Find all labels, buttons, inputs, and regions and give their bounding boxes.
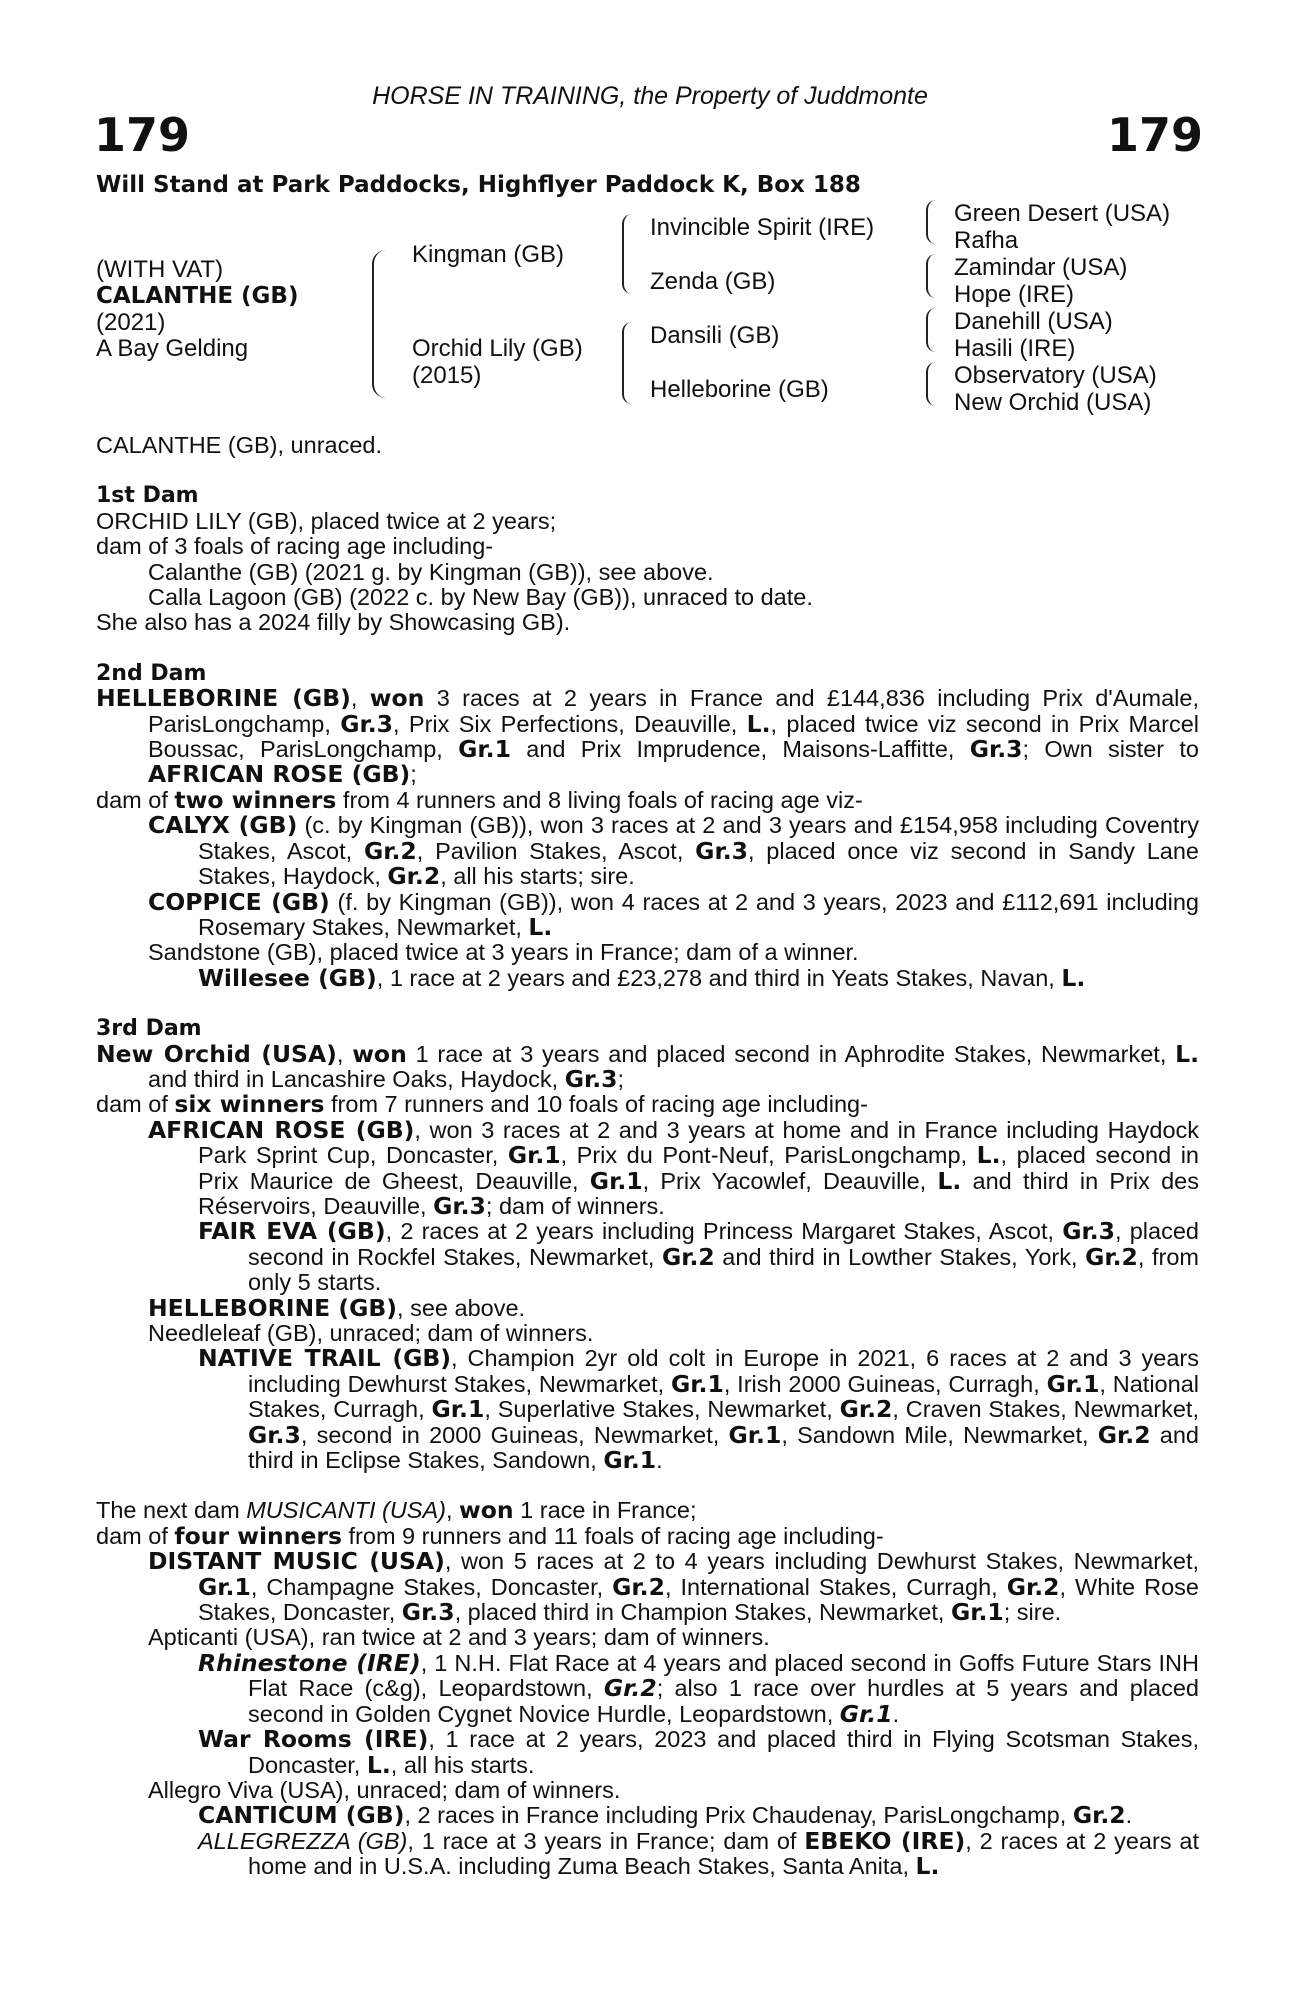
second-dam-heading: 2nd Dam bbox=[96, 660, 207, 686]
race-summary: CALANTHE (GB), unraced. bbox=[96, 432, 383, 458]
pedigree-g3-5: Danehill (USA) bbox=[954, 308, 1113, 335]
produce-entry-helleborine: HELLEBORINE (GB), see above. bbox=[148, 1293, 526, 1322]
first-dam-foal: Calla Lagoon (GB) (2022 c. by New Bay (GB)), unraced to date. bbox=[148, 584, 813, 611]
catalogue-body bbox=[96, 433, 1199, 1880]
pedigree-g3-1: Green Desert (USA) bbox=[954, 200, 1171, 227]
horse-year: (2021) bbox=[96, 309, 166, 336]
pedigree-g3-3: Zamindar (USA) bbox=[954, 254, 1128, 281]
produce-entry-distant-music: DISTANT MUSIC (USA), won 5 races at 2 to 4 years including Dewhurst Stakes, Newmarket, Gr.1, Champagne Stakes, Doncaster, Gr.2, International Stakes, Curragh, Gr.2, White Rose Stakes, Doncaster, Gr.3, placed third in Champion Stakes, Newmarket, Gr.1; sire. bbox=[148, 1547, 1200, 1627]
pedigree-brace-g3 bbox=[926, 308, 936, 352]
pedigree-brace-dam bbox=[622, 322, 632, 404]
produce-entry-fair-eva: FAIR EVA (GB), 2 races at 2 years including Princess Margaret Stakes, Ascot, Gr.3, placed second in Rockfel Stakes, Newmarket, Gr.2 and third in Lowther Stakes, York, Gr.2, from only 5 starts. bbox=[198, 1217, 1199, 1296]
first-dam-heading: 1st Dam bbox=[96, 483, 199, 509]
lot-number-left: 179 bbox=[94, 108, 191, 162]
produce-entry-coppice: COPPICE (GB) (f. by Kingman (GB)), won 4 races at 2 and 3 years, 2023 and £112,691 including Rosemary Stakes, Newmarket, L. bbox=[148, 887, 1199, 941]
pedigree-g3-6: Hasili (IRE) bbox=[954, 335, 1076, 362]
pedigree-brace-g4 bbox=[926, 362, 936, 406]
produce-entry-sandstone: Sandstone (GB), placed twice at 3 years in France; dam of a winner. bbox=[148, 939, 859, 966]
pedigree-g3-7: Observatory (USA) bbox=[954, 362, 1157, 389]
pedigree-brace-sire bbox=[622, 214, 632, 294]
produce-entry-african-rose: AFRICAN ROSE (GB), won 3 races at 2 and 3 years at home and in France including Haydock Park Sprint Cup, Doncaster, Gr.1, Prix du Pont-Neuf, ParisLongchamp, L., placed second in Prix Maurice de Gheest, Deauville, Gr.1, Prix Yacowlef, Deauville, L. and third in Prix des Réservoirs, Deauville, Gr.3; dam of winners. bbox=[148, 1115, 1200, 1220]
next-dam-produce-line: dam of four winners from 9 runners and 11 foals of racing age including- bbox=[96, 1521, 884, 1550]
pedigree-sire: Kingman (GB) bbox=[412, 241, 565, 268]
pedigree-sire-sire: Invincible Spirit (IRE) bbox=[650, 214, 875, 241]
first-dam-note: She also has a 2024 filly by Showcasing GB). bbox=[96, 609, 571, 636]
pedigree-dam-year: (2015) bbox=[412, 362, 482, 389]
pedigree-dam: Orchid Lily (GB) bbox=[412, 335, 583, 362]
produce-entry-canticum: CANTICUM (GB), 2 races in France including Prix Chaudenay, ParisLongchamp, Gr.2. bbox=[198, 1801, 1133, 1830]
third-dam-record: New Orchid (USA), won 1 race at 3 years and placed second in Aphrodite Stakes, Newmarket, L. and third in Lancashire Oaks, Haydock, Gr.3; bbox=[96, 1039, 1200, 1093]
produce-entry-apticanti: Apticanti (USA), ran twice at 2 and 3 years; dam of winners. bbox=[148, 1624, 770, 1651]
pedigree-brace-main bbox=[372, 250, 386, 398]
produce-entry-allegrezza: ALLEGREZZA (GB), 1 race at 3 years in France; dam of EBEKO (IRE), 2 races at 2 years at home and in U.S.A. including Zuma Beach Stakes, Santa Anita, L. bbox=[198, 1826, 1199, 1881]
next-dam-record: The next dam MUSICANTI (USA), won 1 race in France; bbox=[96, 1496, 697, 1525]
produce-entry-calyx: CALYX (GB) (c. by Kingman (GB)), won 3 races at 2 and 3 years and £154,958 including Coventry Stakes, Ascot, Gr.2, Pavilion Stakes, Ascot, Gr.3, placed once viz second in Sandy Lane Stakes, Haydock, Gr.2, all his starts; sire. bbox=[148, 811, 1199, 891]
pedigree-dam-sire: Dansili (GB) bbox=[650, 322, 780, 349]
pedigree-g3-4: Hope (IRE) bbox=[954, 281, 1075, 308]
produce-entry-rhinestone: Rhinestone (IRE), 1 N.H. Flat Race at 4 years and placed second in Goffs Future Stars INH Flat Race (c&g), Leopardstown, Gr.2; also 1 race over hurdles at 5 years and placed second in Golden Cygnet Novice Hurdle, Leopardstown, Gr.1. bbox=[198, 1648, 1200, 1728]
first-dam-foals-line: dam of 3 foals of racing age including- bbox=[96, 533, 494, 560]
second-dam-record: HELLEBORINE (GB), won 3 races at 2 years in France and £144,836 including Prix d'Aumale, ParisLongchamp, Gr.3, Prix Six Perfections, Deauville, L., placed twice viz second in Prix Marcel Boussac, ParisLongchamp, Gr.1 and Prix Imprudence, Maisons-Laffitte, Gr.3; Own sister to AFRICAN ROSE (GB); bbox=[96, 684, 1200, 789]
produce-entry-war-rooms: War Rooms (IRE), 1 race at 2 years, 2023 and placed third in Flying Scotsman Stakes, Doncaster, L., all his starts. bbox=[198, 1725, 1199, 1779]
produce-entry-willesee: Willesee (GB), 1 race at 2 years and £23,278 and third in Yeats Stakes, Navan, L. bbox=[198, 963, 1086, 992]
pedigree-sire-dam: Zenda (GB) bbox=[650, 268, 776, 295]
page-header-title: HORSE IN TRAINING, the Property of Juddmonte bbox=[372, 82, 928, 110]
produce-entry-allegro-viva: Allegro Viva (USA), unraced; dam of winners. bbox=[148, 1776, 621, 1803]
third-dam-heading: 3rd Dam bbox=[96, 1016, 202, 1042]
produce-entry-needleleaf: Needleleaf (GB), unraced; dam of winners. bbox=[148, 1320, 594, 1346]
second-dam-produce-line: dam of two winners from 4 runners and 8 living foals of racing age viz- bbox=[96, 785, 863, 814]
third-dam-produce-line: dam of six winners from 7 runners and 10 foals of racing age including- bbox=[96, 1090, 868, 1119]
pedigree-brace-g2 bbox=[926, 254, 936, 298]
lot-number-right: 179 bbox=[1106, 108, 1203, 162]
horse-description: A Bay Gelding bbox=[96, 335, 249, 362]
pedigree-g3-8: New Orchid (USA) bbox=[954, 389, 1152, 416]
vat-label: (WITH VAT) bbox=[96, 256, 224, 283]
horse-name: CALANTHE (GB) bbox=[96, 283, 299, 309]
first-dam-foal: Calanthe (GB) (2021 g. by Kingman (GB)), see above. bbox=[148, 558, 714, 585]
produce-entry-native-trail: NATIVE TRAIL (GB), Champion 2yr old colt in Europe in 2021, 6 races at 2 and 3 years including Dewhurst Stakes, Newmarket, Gr.1, Irish 2000 Guineas, Curragh, Gr.1, National Stakes, Curragh, Gr.1, Superlative Stakes, Newmarket, Gr.2, Craven Stakes, Newmarket, Gr.3, second in 2000 Guineas, Newmarket, Gr.1, Sandown Mile, Newmarket, Gr.2 and third in Eclipse Stakes, Sandown, Gr.1. bbox=[198, 1344, 1199, 1475]
pedigree-dam-dam: Helleborine (GB) bbox=[650, 376, 829, 403]
first-dam-line: ORCHID LILY (GB), placed twice at 2 years; bbox=[96, 507, 557, 534]
stand-location: Will Stand at Park Paddocks, Highflyer Paddock K, Box 188 bbox=[96, 172, 861, 198]
pedigree-g3-2: Rafha bbox=[954, 227, 1019, 254]
pedigree-brace-g1 bbox=[926, 200, 936, 244]
